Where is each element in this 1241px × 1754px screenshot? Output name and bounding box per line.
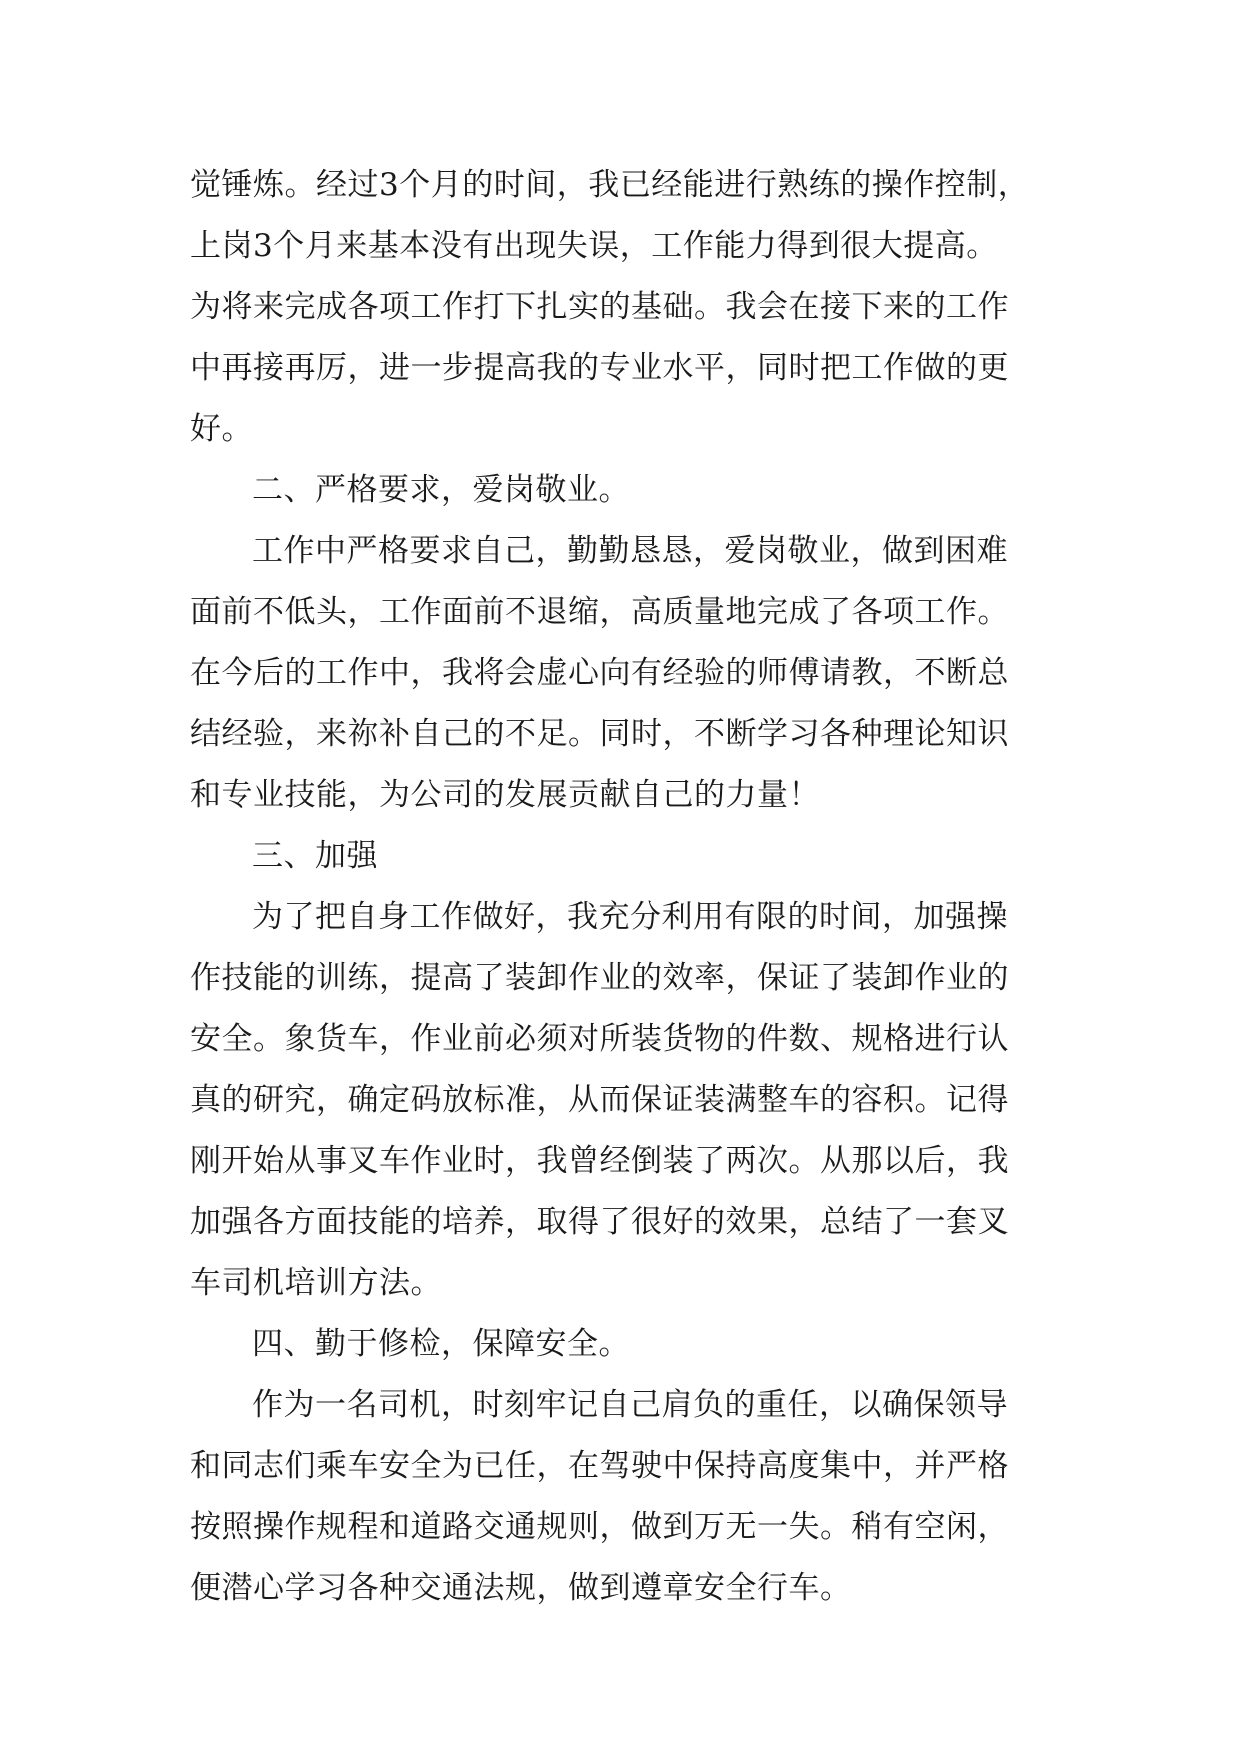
text-line: 结经验，来祢补自己的不足。同时，不断学习各种理论知识 [190, 716, 1009, 752]
text-line: 安全。象货车，作业前必须对所装货物的件数、规格进行认 [190, 1021, 1009, 1057]
text-line: 便潜心学习各种交通法规，做到遵章安全行车。 [190, 1570, 852, 1606]
text-line: 中再接再厉，进一步提高我的专业水平，同时把工作做的更 [190, 350, 1009, 386]
paragraph-start: 作为一名司机，时刻牢记自己肩负的重任，以确保领导 [252, 1387, 1008, 1423]
text-line: 为将来完成各项工作打下扎实的基础。我会在接下来的工作 [190, 289, 1009, 325]
text-line: 刚开始从事叉车作业时，我曾经倒装了两次。从那以后，我 [190, 1143, 1009, 1179]
text-line: 和专业技能，为公司的发展贡献自己的力量！ [190, 777, 820, 813]
paragraph-start: 工作中严格要求自己，勤勤恳恳，爱岗敬业，做到困难 [252, 533, 1008, 569]
paragraph-start: 为了把自身工作做好，我充分利用有限的时间，加强操 [252, 899, 1008, 935]
document-body [190, 155, 1070, 1619]
text-line: 好。 [190, 411, 253, 447]
text-line: 加强各方面技能的培养，取得了很好的效果，总结了一套叉 [190, 1204, 1009, 1240]
text-line: 按照操作规程和道路交通规则，做到万无一失。稍有空闲， [190, 1509, 1009, 1545]
text-line: 真的研究，确定码放标准，从而保证装满整车的容积。记得 [190, 1082, 1009, 1118]
text-line: 作技能的训练，提高了装卸作业的效率，保证了装卸作业的 [190, 960, 1009, 996]
text-line: 车司机培训方法。 [190, 1265, 442, 1301]
text-line: 在今后的工作中，我将会虚心向有经验的师傅请教，不断总 [190, 655, 1009, 691]
section-heading-3: 三、加强 [252, 838, 378, 874]
text-line: 觉锤炼。经过3个月的时间，我已经能进行熟练的操作控制， [190, 167, 1030, 203]
text-line: 和同志们乘车安全为已任，在驾驶中保持高度集中，并严格 [190, 1448, 1009, 1484]
section-heading-2: 二、严格要求，爱岗敬业。 [252, 472, 630, 508]
text-line: 面前不低头，工作面前不退缩，高质量地完成了各项工作。 [190, 594, 1009, 630]
text-line: 上岗3个月来基本没有出现失误，工作能力得到很大提高。 [190, 228, 998, 264]
section-heading-4: 四、勤于修检，保障安全。 [252, 1326, 630, 1362]
